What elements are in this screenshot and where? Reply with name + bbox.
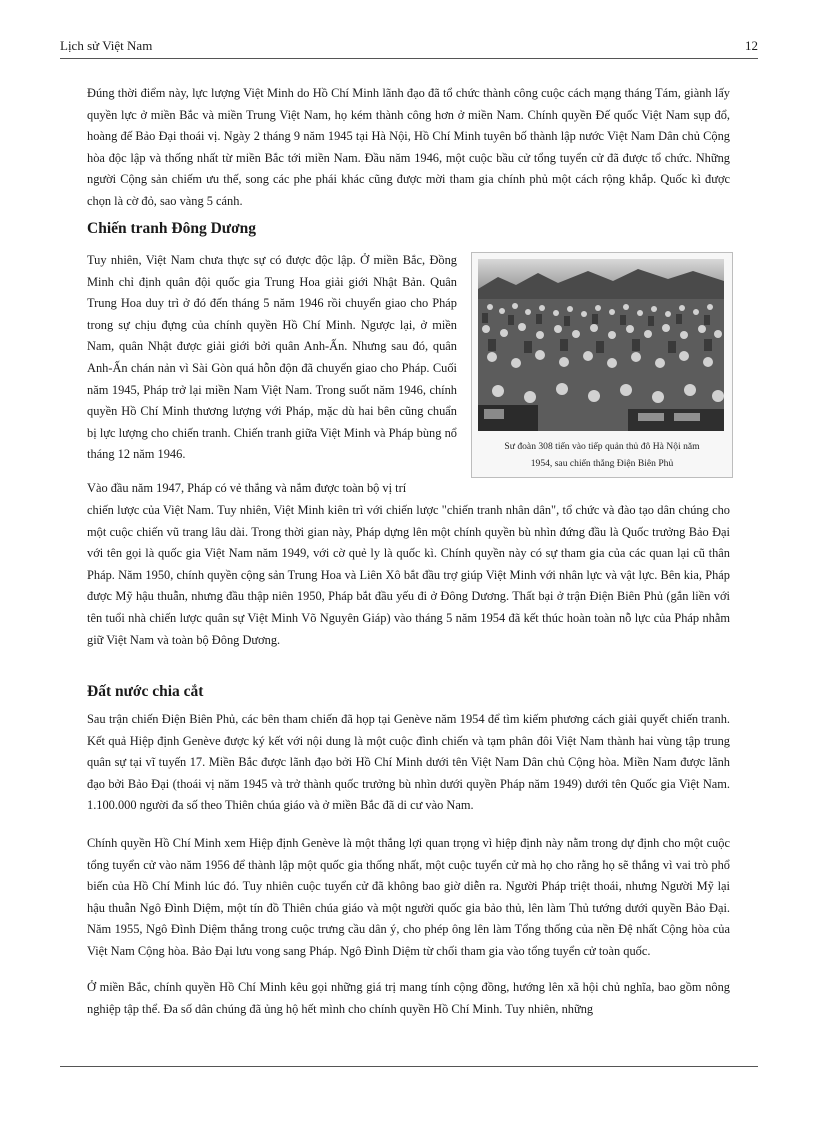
photo-division-308-parade — [478, 259, 724, 431]
figure-caption — [476, 438, 728, 472]
header-title: Lịch sử Việt Nam — [60, 38, 153, 53]
indochina-paragraph-2b: chiến lược của Việt Nam. Tuy nhiên, Việt Minh kiên trì với chiến lược "chiến tranh nhân dân", tổ chức và đào tạo dân chúng cho một cuộc chiến vũ trang lâu dài. Trong thời gian này, Pháp dựng lên một chính quyền bù nhìn đứng đầu là Quốc trưởng Bảo Đại với tên gọi là quốc gia Việt Nam năm 1949, với cờ quẻ ly là quốc kì. Chính quyền này có sự tham gia của các quan lại cũ thân Pháp. Năm 1950, chính quyền cộng sản Trung Hoa và Liên Xô bắt đầu trợ giúp Việt Minh với nhân lực và vật lực. Bên kia, Pháp được Mỹ hậu thuẫn, nhưng đầu thập niên 1950, Pháp bắt đầu yếu đi ở Đông Dương. Thất bại ở trận Điện Biên Phủ (gắn liền với tên tuổi nhà chiến lược quân sự Việt Minh Võ Nguyên Giáp) vào tháng 5 năm 1954 đã kết thúc hoàn toàn nỗ lực của Pháp nhằm giữ Việt Nam và toàn bộ Đông Dương. — [87, 503, 730, 647]
page-number: 12 — [745, 38, 758, 53]
page-header — [60, 36, 758, 58]
footer-rule — [60, 1066, 758, 1067]
figure-caption-line-2: 1954, sau chiến thắng Điện Biên Phủ — [530, 458, 674, 469]
division-paragraph-2: Chính quyền Hồ Chí Minh xem Hiệp định Genève là một thắng lợi quan trọng vì hiệp định này nằm trong dự định cho một cuộc tổng tuyển cử vào năm 1956 để thành lập một quốc gia thống nhất, một cuộc tuyển cử mà họ cho rằng họ sẽ thắng vì vai trò phổ biến của Hồ Chí Minh lúc đó. Tuy nhiên cuộc tuyển cử đã không bao giờ diễn ra. Người Pháp triệt thoái, nhưng Người Mỹ lại hậu thuẫn Ngô Đình Diệm, một tín đồ Thiên chúa giáo và một người quốc gia bảo thủ, lên làm Thủ tướng dưới quyền Bảo Đại. Năm 1955, Ngô Đình Diệm thắng trong cuộc trưng cầu dân ý, cho phép ông lên làm Tổng thống của nền Đệ nhất Cộng hòa của Việt Nam Cộng hòa. Bảo Đại lưu vong sang Pháp. Ngô Đình Diệm từ chối tham gia vào tổng tuyển cử toàn quốc. — [87, 836, 730, 958]
indochina-paragraph-2a: Vào đầu năm 1947, Pháp có vẻ thắng và nắm được toàn bộ vị trí — [87, 481, 407, 495]
indochina-paragraph-1: Tuy nhiên, Việt Nam chưa thực sự có được độc lập. Ở miền Bắc, Đồng Minh chỉ định quân đội quốc gia Trung Hoa giải giới Nhật Bản. Quân Trung Hoa duy trì ở đó đến tháng 5 năm 1946 rồi chuyển giao cho Pháp trong sự chịu đựng của chính quyền Hồ Chí Minh. Ngược lại, ở miền Nam, quân Nhật được giải giới bởi quân Anh-Ấn. Nhưng sau đó, quân Anh-Ấn chán nản vì Sài Gòn quá hỗn độn đã chuyển giao cho Pháp. Cuối năm 1945, Pháp trở lại miền Nam Việt Nam. Trong suốt năm 1946, chính quyền Hồ Chí Minh thương lượng với Pháp, mặc dù hai bên cũng chuẩn bị lực lượng cho chiến tranh. Chiến tranh giữa Việt Minh và Pháp bùng nổ tháng 12 năm 1946. — [87, 253, 457, 462]
header-rule — [60, 58, 758, 59]
heading-indochina-war: Chiến tranh Đông Dương — [87, 220, 257, 237]
intro-paragraph: Đúng thời điểm này, lực lượng Việt Minh do Hồ Chí Minh lãnh đạo đã tổ chức thành công cuộc cách mạng tháng Tám, giành lấy quyền lực ở miền Bắc và miền Trung Việt Nam, họ kém thành công hơn ở miền Nam. Chính quyền Đế quốc Việt Nam sụp đổ, hoàng đế Bảo Đại thoái vị. Ngày 2 tháng 9 năm 1945 tại Hà Nội, Hồ Chí Minh tuyên bố thành lập nước Việt Nam Dân chủ Cộng hòa độc lập và thống nhất từ miền Bắc tới miền Nam. Đầu năm 1946, một cuộc bầu cử tổng tuyển cử đã được tổ chức. Những người Cộng sản chiếm ưu thế, song các phe phái khác cũng được mời tham gia chính phủ một cách rộng khắp. Quốc kì được chọn là cờ đỏ, sao vàng 5 cánh. — [87, 86, 730, 208]
figure-hanoi-1954 — [471, 252, 733, 478]
division-paragraph-3: Ở miền Bắc, chính quyền Hồ Chí Minh kêu gọi những giá trị mang tính cộng đồng, hướng lên xã hội chủ nghĩa, bao gồm nông nghiệp tập thể. Đa số dân chúng đã ủng hộ hết mình cho chính quyền Hồ Chí Minh. Tuy nhiên, những — [87, 980, 730, 1016]
heading-divided-country: Đất nước chia cắt — [87, 683, 204, 700]
figure-caption-line-1: Sư đoàn 308 tiến vào tiếp quản thủ đô Hà Nội năm — [504, 441, 700, 452]
division-paragraph-1: Sau trận chiến Điện Biên Phủ, các bên tham chiến đã họp tại Genève năm 1954 để tìm kiếm phương cách giải quyết chiến tranh. Kết quả Hiệp định Genève được ký kết với nội dung là một cuộc đình chiến và tạm phân đôi Việt Nam thành hai vùng tập trung quân sự tại vĩ tuyến 17. Miền Bắc được lãnh đạo bởi Hồ Chí Minh dưới tên Việt Nam Dân chủ Cộng hòa. Miền Nam được lãnh đạo bởi Bảo Đại (thoái vị năm 1945 và trở thành quốc trưởng bù nhìn dưới quyền Pháp năm 1949) dưới tên Quốc gia Việt Nam. 1.100.000 người đa số theo Thiên chúa giáo và ở miền Bắc đã di cư vào Nam. — [87, 712, 730, 813]
